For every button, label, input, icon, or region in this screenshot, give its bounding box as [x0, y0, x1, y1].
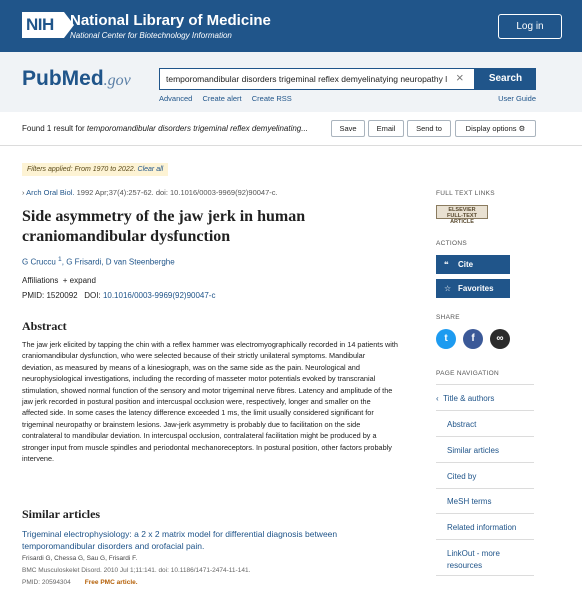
- facebook-icon[interactable]: f: [463, 329, 483, 349]
- pubmed-logo-main: PubMed: [22, 67, 104, 90]
- nav-divider: [436, 575, 534, 576]
- twitter-icon[interactable]: t: [436, 329, 456, 349]
- similar-article-title[interactable]: Trigeminal electrophysiology: a 2 x 2 matrix model for differential diagnosis between temporomandibular disorders and orofacial pain.: [22, 529, 338, 551]
- pubmed-logo[interactable]: [22, 67, 131, 91]
- search-links: [159, 94, 300, 103]
- nlm-title[interactable]: National Library of Medicine: [70, 12, 271, 29]
- citation-details: 1992 Apr;37(4):257-62. doi: 10.1016/0003-9969(92)90047-c.: [74, 188, 278, 197]
- nav-divider: [436, 384, 534, 385]
- gear-icon: ⚙: [518, 124, 526, 133]
- similar-article-journal: BMC Musculoskelet Disord. 2010 Jul 1;11:141. doi: 10.1186/1471-2474-11-141.: [22, 567, 251, 574]
- nav-divider: [436, 436, 534, 437]
- affiliations: [22, 276, 96, 285]
- favorites-label: Favorites: [458, 284, 494, 293]
- nav-item-abstract[interactable]: Abstract: [447, 420, 477, 429]
- article-title: Side asymmetry of the jaw jerk in human craniomandibular dysfunction: [22, 208, 306, 245]
- elsevier-full-text-link[interactable]: [436, 205, 488, 225]
- nav-item-similar-articles[interactable]: Similar articles: [447, 446, 500, 455]
- filters-applied: [22, 163, 168, 176]
- full-text-links-heading: FULL TEXT LINKS: [436, 190, 495, 197]
- similar-article-pmid: PMID: 20594304: [22, 579, 71, 586]
- nav-item-mesh-terms[interactable]: MeSH terms: [447, 497, 492, 506]
- author-link[interactable]: D van Steenberghe: [105, 257, 175, 267]
- chevron-left-icon: ‹: [436, 394, 439, 403]
- create-rss-link[interactable]: Create RSS: [251, 94, 292, 103]
- affiliation-sup[interactable]: 1: [58, 256, 62, 263]
- elsevier-line2: FULL-TEXT ARTICLE: [447, 213, 477, 225]
- results-prefix: Found 1 result for: [22, 124, 87, 133]
- abstract-heading: Abstract: [22, 319, 67, 333]
- link-icon[interactable]: ∞: [490, 329, 510, 349]
- nav-divider: [436, 488, 534, 489]
- doi-label: DOI:: [84, 291, 103, 300]
- clear-filters-link[interactable]: Clear all: [137, 166, 164, 173]
- send-to-button[interactable]: Send to: [407, 120, 451, 137]
- abstract-text: The jaw jerk elicited by tapping the chin with a reflex hammer was electromyographically recorded in 14 patients with craniomandibular dysfunction, who were selected because of their strictly unilateral symptoms. Mandibular deviation, as measured by means of a kinesiograph, was on the same side as the pain. Neurological and neurophysiological investigations, including the recording of masseter motor potentials evoked by transcranial stimulation, showed normal function of the sensory and motor trigeminal nerve fibres. Latency and amplitude of the jaw jerk recorded in postural position and intercuspal occlusion were, respectively, longer and smaller on the affected side. In some cases the latency difference exceeded 1 ms, the limit usually considered significant for trigeminal neuropathy or brainstem lesions. Jaw-jerk asymmetry is probably due to facilitation on the side contralateral to mandibular deviation. In intercuspal occlusion, contralateral facilitation might be produced by a stronger input from muscle spindles and periodontal mechanoreceptors. In postural position, other factors probably intervene.: [22, 340, 398, 464]
- nav-item-linkout[interactable]: LinkOut - more resources: [447, 549, 500, 570]
- cite-button[interactable]: [436, 255, 510, 274]
- nav-divider: [436, 539, 534, 540]
- display-options-label: Display options: [465, 124, 517, 133]
- favorites-button[interactable]: [436, 279, 510, 298]
- search-input[interactable]: temporomandibular disorders trigeminal reflex demyelinatying neuropathy l: [159, 68, 475, 90]
- star-icon: ☆: [444, 284, 452, 293]
- caret-icon: ›: [22, 188, 25, 197]
- clear-search-icon[interactable]: ×: [456, 70, 464, 85]
- author-link[interactable]: G Cruccu: [22, 257, 56, 267]
- nav-item-title-authors[interactable]: [436, 394, 534, 403]
- author-link[interactable]: G Frisardi: [66, 257, 102, 267]
- free-pmc-badge: Free PMC article.: [84, 579, 138, 586]
- create-alert-link[interactable]: Create alert: [202, 94, 242, 103]
- quote-icon: ❝: [444, 260, 449, 269]
- citation: [22, 188, 278, 197]
- nav-divider: [436, 462, 534, 463]
- elsevier-line1: ELSEVIER: [448, 207, 476, 213]
- author-list: G Cruccu $^1$, G Frisardi, D van Steenberghe: [22, 256, 175, 267]
- nav-item-related-information[interactable]: Related information: [447, 523, 517, 532]
- nav-item-label: Title & authors: [443, 394, 495, 403]
- results-summary: [22, 124, 308, 133]
- save-button[interactable]: Save: [331, 120, 365, 137]
- user-guide-link[interactable]: User Guide: [498, 94, 536, 103]
- display-options-button[interactable]: [455, 120, 536, 137]
- page-navigation-heading: PAGE NAVIGATION: [436, 370, 500, 377]
- login-button[interactable]: Log in: [498, 14, 562, 39]
- affiliations-label: Affiliations: [22, 276, 59, 285]
- similar-article-ids: [22, 579, 138, 586]
- nav-divider: [436, 513, 534, 514]
- filters-text: Filters applied: From 1970 to 2022.: [27, 166, 138, 173]
- nih-logo[interactable]: NIH: [22, 12, 64, 38]
- advanced-link[interactable]: Advanced: [159, 94, 193, 103]
- nav-divider: [436, 410, 534, 411]
- cite-label: Cite: [458, 260, 474, 269]
- search-button[interactable]: Search: [475, 68, 536, 90]
- similar-article-authors: Frisardi G, Chessa G, Sau G, Frisardi F.: [22, 555, 138, 562]
- email-button[interactable]: Email: [368, 120, 404, 137]
- results-query: temporomandibular disorders trigeminal reflex demyelinating...: [86, 124, 308, 133]
- pubmed-logo-suffix: .gov: [103, 72, 131, 89]
- doi-link[interactable]: 10.1016/0003-9969(92)90047-c: [102, 291, 216, 300]
- journal-link[interactable]: Arch Oral Biol.: [26, 188, 75, 197]
- expand-affiliations-button[interactable]: + expand: [62, 276, 96, 285]
- divider: [0, 145, 582, 146]
- actions-heading: ACTIONS: [436, 240, 467, 247]
- nav-item-cited-by[interactable]: Cited by: [447, 472, 477, 481]
- share-heading: SHARE: [436, 314, 460, 321]
- pmid: PMID: 1520092: [22, 291, 78, 300]
- ncbi-subtitle: National Center for Biotechnology Information: [70, 31, 232, 40]
- article-ids: [22, 291, 215, 300]
- similar-articles-heading: Similar articles: [22, 507, 101, 521]
